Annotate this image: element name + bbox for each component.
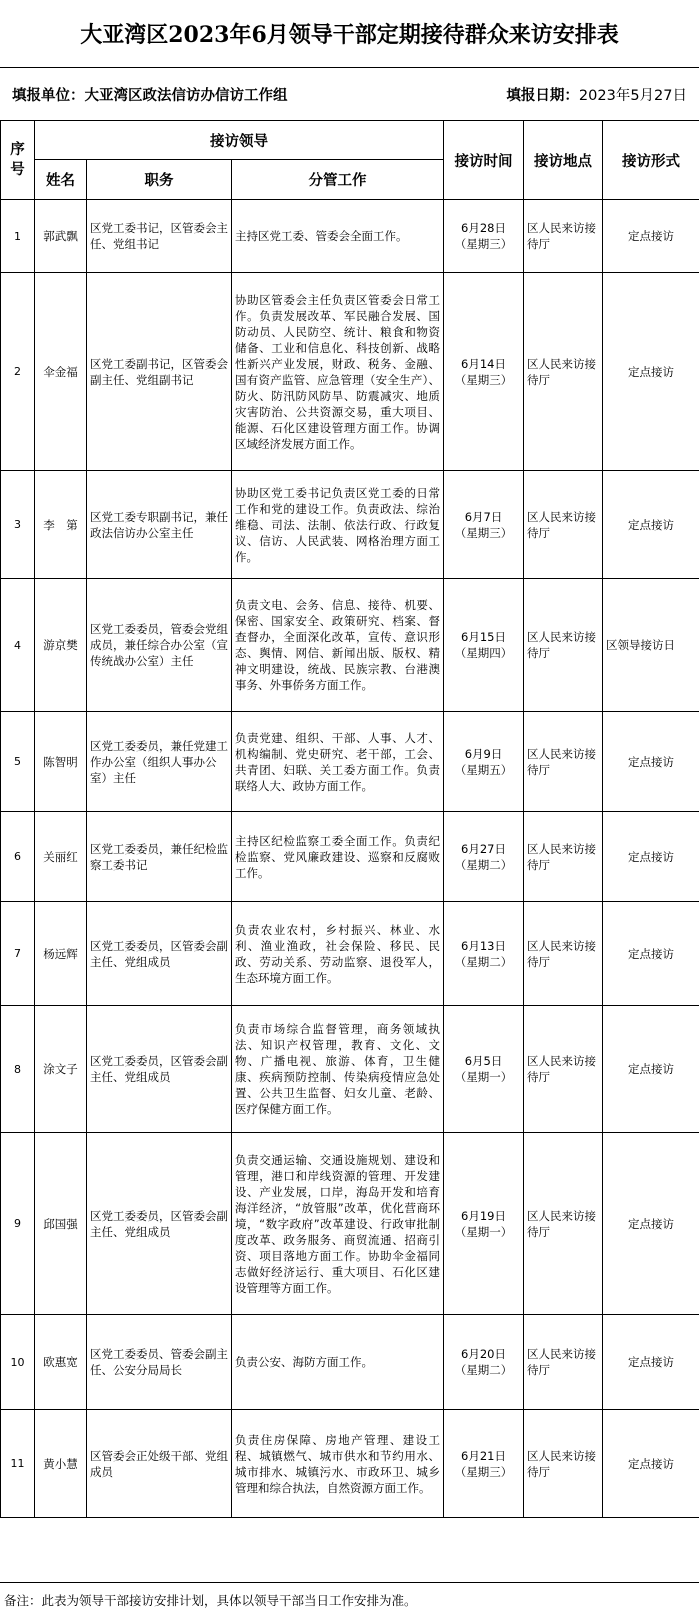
row-work [232, 712, 444, 812]
row-name: 李 第 [35, 471, 87, 579]
table-row [1, 273, 699, 471]
row-name: 伞金福 [35, 273, 87, 471]
filing-unit-value: 大亚湾区政法信访办信访工作组 [84, 87, 288, 104]
row-work [232, 200, 444, 273]
table-row [1, 1315, 699, 1410]
table-row [1, 579, 699, 712]
header-row-1 [1, 121, 699, 160]
row-work-text: 协助区党工委书记负责区党工委的日常工作和党的建设工作。负责政法、综治维稳、司法、法制、依法行政、行政复议、信访、人民武装、网格治理方面工作。 [235, 485, 441, 564]
row-time [444, 1410, 524, 1518]
row-place-text: 区人民来访接待厅 [527, 221, 597, 251]
row-time [444, 712, 524, 812]
row-form: 定点接访 [603, 471, 699, 579]
row-date: 6月27日 [461, 841, 506, 856]
header-seq [1, 121, 35, 200]
row-place-text: 区人民来访接待厅 [527, 630, 597, 660]
row-date: 6月13日 [461, 938, 506, 953]
row-work [232, 471, 444, 579]
row-place-text: 区人民来访接待厅 [527, 1054, 597, 1084]
row-seq: 10 [1, 1315, 35, 1410]
header-leader-group: 接访领导 [35, 121, 444, 160]
header-position: 职务 [87, 160, 232, 200]
row-work-text: 负责市场综合监督管理，商务领域执法、知识产权管理，教育、文化、文物、广播电视、旅游、体育，卫生健康、疾病预防控制、传染病疫情应急处置、公共卫生监督、妇女儿童、老龄、医疗保健方面工作。 [235, 1022, 441, 1116]
row-form: 定点接访 [603, 812, 699, 902]
row-position [87, 1410, 232, 1518]
row-position [87, 812, 232, 902]
row-time [444, 1315, 524, 1410]
filing-unit [12, 84, 288, 105]
row-work-text: 负责农业农村，乡村振兴、林业、水利、渔业渔政，社会保险、移民、民政、劳动关系、劳动监察、退役军人，生态环境方面工作。 [235, 922, 441, 985]
row-form: 定点接访 [603, 902, 699, 1006]
row-position [87, 200, 232, 273]
row-time [444, 902, 524, 1006]
row-seq: 8 [1, 1006, 35, 1133]
row-place-text: 区人民来访接待厅 [527, 1208, 597, 1239]
row-place [524, 579, 603, 712]
row-name: 欧惠宽 [35, 1315, 87, 1410]
row-date: 6月28日 [461, 221, 506, 235]
row-place-text: 区人民来访接待厅 [527, 356, 597, 387]
row-position-text: 区党工委副书记，区管委会副主任、党组副书记 [90, 356, 228, 387]
filing-unit-label: 填报单位： [12, 87, 85, 104]
table-row [1, 1133, 699, 1315]
row-position [87, 273, 232, 471]
row-seq: 7 [1, 902, 35, 1006]
row-name: 游京樊 [35, 579, 87, 712]
row-place-text: 区人民来访接待厅 [527, 746, 597, 777]
row-work-text: 负责公安、海防方面工作。 [235, 1355, 373, 1369]
table-row [1, 812, 699, 902]
row-form: 定点接访 [603, 712, 699, 812]
row-work-text: 负责交通运输、交通设施规划、建设和管理，港口和岸线资源的管理、开发建设、产业发展，口岸，海岛开发和培育海洋经济，“放管服”改革，优化营商环境，“数字政府”改革建设、行政审批制度改革、政务服务、商贸流通、招商引资、项目落地方面工作。协助伞金福同志做好经济运行、重大项目、石化区建设管理等方面工作。 [235, 1152, 441, 1295]
row-name: 陈智明 [35, 712, 87, 812]
row-weekday: （星期二） [454, 1363, 513, 1377]
row-position [87, 1006, 232, 1133]
table-row [1, 1410, 699, 1518]
row-work [232, 1410, 444, 1518]
row-position-text: 区党工委委员、管委会副主任、公安分局局长 [90, 1347, 228, 1377]
row-date: 6月14日 [461, 356, 506, 371]
row-place [524, 1133, 603, 1315]
row-work-text: 负责党建、组织、干部、人事、人才、机构编制、党史研究、老干部，工会、共青团、妇联、关工委方面工作。负责联络人大、政协方面工作。 [235, 730, 441, 793]
row-date: 6月15日 [461, 630, 506, 644]
row-position [87, 902, 232, 1006]
filing-date-value: 2023年5月27日 [578, 87, 687, 104]
row-place-text: 区人民来访接待厅 [527, 1347, 597, 1377]
filing-date-label: 填报日期： [506, 87, 579, 104]
row-place [524, 273, 603, 471]
row-position-text: 区管委会正处级干部、党组成员 [90, 1448, 228, 1479]
row-place [524, 1315, 603, 1410]
row-time [444, 273, 524, 471]
row-work-text: 负责住房保障、房地产管理、建设工程、城镇燃气、城市供水和节约用水、城市排水、城镇污水、市政环卫、城乡管理和综合执法，自然资源方面工作。 [235, 1432, 441, 1495]
row-place [524, 812, 603, 902]
table-row [1, 1006, 699, 1133]
row-work [232, 1133, 444, 1315]
row-work-text: 主持区纪检监察工委全面工作。负责纪检监察、党风廉政建设、巡察和反腐败工作。 [235, 833, 441, 880]
header-work: 分管工作 [232, 160, 444, 200]
row-name: 黄小慧 [35, 1410, 87, 1518]
row-weekday: （星期三） [454, 1464, 513, 1479]
row-seq: 4 [1, 579, 35, 712]
schedule-table [0, 120, 699, 1518]
row-name: 涂文子 [35, 1006, 87, 1133]
row-work [232, 1315, 444, 1410]
row-weekday: （星期一） [454, 1224, 513, 1239]
row-place [524, 1410, 603, 1518]
header-seq-text: 序号 [10, 142, 25, 178]
row-work [232, 902, 444, 1006]
row-position-text: 区党工委委员，管委会党组成员，兼任综合办公室（宣传统战办公室）主任 [90, 622, 228, 668]
row-time [444, 471, 524, 579]
header-name: 姓名 [35, 160, 87, 200]
row-seq: 3 [1, 471, 35, 579]
footnote: 备注：此表为领导干部接访安排计划，具体以领导干部当日工作安排为准。 [0, 1582, 699, 1617]
row-place [524, 902, 603, 1006]
table-row [1, 471, 699, 579]
row-weekday: （星期二） [454, 954, 513, 969]
row-work [232, 1006, 444, 1133]
row-name: 邱国强 [35, 1133, 87, 1315]
row-form: 定点接访 [603, 1315, 699, 1410]
row-weekday: （星期五） [454, 762, 513, 777]
row-position [87, 1133, 232, 1315]
row-seq: 6 [1, 812, 35, 902]
row-time [444, 579, 524, 712]
row-place-text: 区人民来访接待厅 [527, 509, 597, 540]
row-time [444, 812, 524, 902]
header-place: 接访地点 [524, 121, 603, 200]
row-form [603, 579, 699, 712]
row-weekday: （星期一） [454, 1070, 513, 1084]
header-time: 接访时间 [444, 121, 524, 200]
row-work-text: 负责文电、会务、信息、接待、机要、保密、国家安全、政策研究、档案、督查督办，全面深化改革，宣传、意识形态、舆情、网信、新闻出版、版权、精神文明建设，统战、民族宗教、台港澳事务、外事侨务方面工作。 [235, 598, 441, 692]
row-weekday: （星期二） [454, 857, 513, 872]
row-place-text: 区人民来访接待厅 [527, 841, 597, 872]
header-form: 接访形式 [603, 121, 699, 200]
row-position [87, 471, 232, 579]
row-work [232, 812, 444, 902]
row-position [87, 579, 232, 712]
row-position-text: 区党工委委员，区管委会副主任、党组成员 [90, 938, 228, 969]
row-weekday: （星期四） [454, 646, 513, 660]
row-seq: 9 [1, 1133, 35, 1315]
row-position-text: 区党工委书记，区管委会主任、党组书记 [90, 221, 228, 251]
row-date: 6月21日 [461, 1448, 506, 1463]
row-weekday: （星期三） [454, 237, 513, 251]
row-work-text: 主持区党工委、管委会全面工作。 [235, 229, 408, 243]
row-place [524, 712, 603, 812]
row-form-text: 区领导接访日 [606, 638, 676, 652]
row-date: 6月7日 [464, 509, 503, 524]
row-work [232, 579, 444, 712]
row-seq: 5 [1, 712, 35, 812]
row-seq: 11 [1, 1410, 35, 1518]
row-date: 6月5日 [464, 1054, 503, 1068]
row-position [87, 712, 232, 812]
row-position-text: 区党工委专职副书记，兼任政法信访办公室主任 [90, 509, 228, 540]
row-place [524, 1006, 603, 1133]
row-position-text: 区党工委委员，区管委会副主任、党组成员 [90, 1208, 228, 1239]
row-work [232, 273, 444, 471]
row-place-text: 区人民来访接待厅 [527, 938, 597, 969]
row-seq: 2 [1, 273, 35, 471]
row-place [524, 471, 603, 579]
filing-date [506, 84, 687, 105]
row-form: 定点接访 [603, 1006, 699, 1133]
row-date: 6月20日 [461, 1347, 506, 1361]
row-name: 关丽红 [35, 812, 87, 902]
row-date: 6月9日 [464, 746, 503, 761]
table-row [1, 712, 699, 812]
row-name: 郭武飘 [35, 200, 87, 273]
row-position-text: 区党工委委员，区管委会副主任、党组成员 [90, 1054, 228, 1084]
row-date: 6月19日 [461, 1208, 506, 1223]
row-weekday: （星期三） [454, 372, 513, 387]
row-position-text: 区党工委委员，兼任纪检监察工委书记 [90, 841, 228, 872]
row-work-text: 协助区管委会主任负责区管委会日常工作。负责发展改革、军民融合发展、国防动员、人民防空、统计、粮食和物资储备、工业和信息化、科技创新、战略性新兴产业发展，财政、税务、金融、国有资产监管、应急管理（安全生产）、防火、防汛防风防旱、防震减灾、地质灾害防治、公共资源交易，重大项目、能源、石化区建设管理方面工作。协调区域经济发展方面工作。 [235, 292, 441, 451]
row-form: 定点接访 [603, 273, 699, 471]
row-time [444, 1133, 524, 1315]
table-row [1, 200, 699, 273]
row-time [444, 200, 524, 273]
table-row [1, 902, 699, 1006]
row-seq: 1 [1, 200, 35, 273]
row-form: 定点接访 [603, 1133, 699, 1315]
row-position [87, 1315, 232, 1410]
row-place [524, 200, 603, 273]
row-name: 杨远辉 [35, 902, 87, 1006]
page-title: 大亚湾区2023年6月领导干部定期接待群众来访安排表 [0, 0, 699, 68]
row-weekday: （星期三） [454, 525, 513, 540]
row-position-text: 区党工委委员，兼任党建工作办公室（组织人事办公室）主任 [90, 738, 228, 785]
row-place-text: 区人民来访接待厅 [527, 1448, 597, 1479]
row-form: 定点接访 [603, 200, 699, 273]
meta-row [0, 68, 699, 120]
row-time [444, 1006, 524, 1133]
row-form: 定点接访 [603, 1410, 699, 1518]
